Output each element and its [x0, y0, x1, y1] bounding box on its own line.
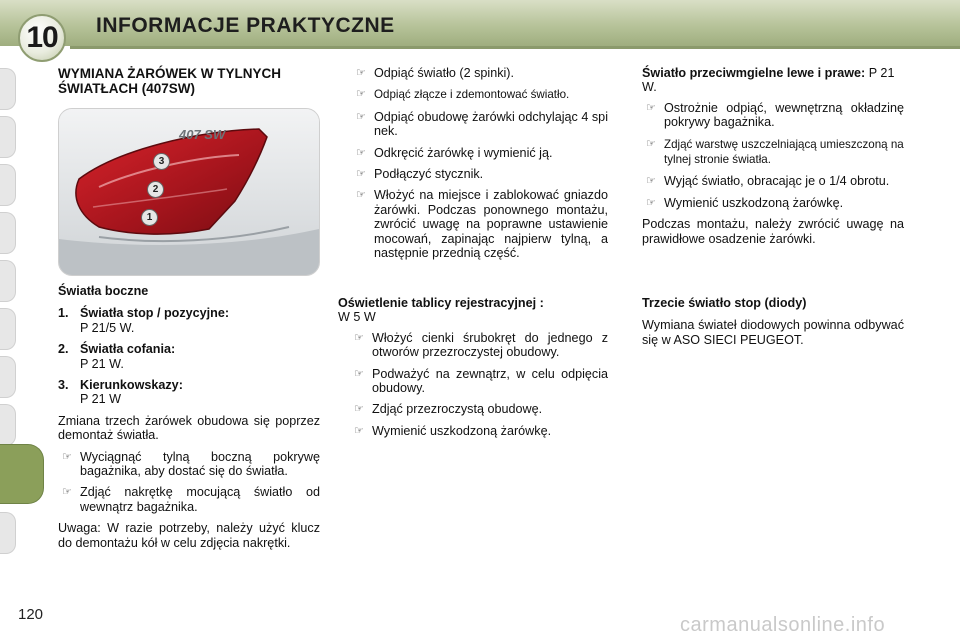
side-tab[interactable]: [0, 404, 16, 446]
header-underline: [70, 46, 960, 49]
bullet-text: Zdjąć nakrętkę mocującą światło od wewnątrz bagażnika.: [80, 485, 320, 514]
column-1-text: [58, 284, 320, 557]
bullet-text: Zdjąć warstwę uszczelniającą umieszczoną na tylnej stronie światła.: [664, 137, 904, 167]
pointing-hand-icon: ☞: [62, 450, 72, 463]
list-item: [338, 331, 608, 360]
marker-2: 2: [147, 181, 164, 198]
model-badge: 407 SW: [179, 127, 226, 142]
list-item: [58, 378, 320, 407]
item-number: 1.: [58, 306, 69, 321]
item-number: 2.: [58, 342, 69, 357]
page-title: INFORMACJE PRAKTYCZNE: [96, 14, 395, 37]
fog-light-heading-block: [642, 66, 904, 95]
intro-text: Zmiana trzech żarówek obudowa się poprzez demontaż światła.: [58, 413, 320, 443]
bullet-text: Podważyć na zewnątrz, w celu odpięcia obudowy.: [372, 366, 608, 396]
side-tab-active[interactable]: [0, 444, 44, 504]
marker-1: 1: [141, 209, 158, 226]
column-2-plate: [338, 296, 608, 445]
column-3-stop: [642, 296, 904, 354]
list-item: [58, 342, 320, 371]
side-tab[interactable]: [0, 212, 16, 254]
plate-value: W 5 W: [338, 310, 376, 325]
column-2: [352, 66, 608, 267]
watermark: carmanualsonline.info: [680, 614, 886, 636]
pointing-hand-icon: ☞: [356, 88, 366, 101]
bullet-text: Wymienić uszkodzoną żarówkę.: [372, 423, 552, 438]
item-value: P 21 W: [80, 392, 122, 407]
side-tab[interactable]: [0, 308, 16, 350]
list-item: [352, 66, 608, 80]
pointing-hand-icon: ☞: [646, 137, 656, 150]
list-item: [642, 137, 904, 168]
section-heading: WYMIANA ŻARÓWEK W TYLNYCH ŚWIATŁACH (407SW): [58, 66, 281, 96]
tail-light-photo: [58, 108, 320, 276]
item-value: P 21/5 W.: [80, 320, 135, 335]
pointing-hand-icon: ☞: [646, 196, 656, 209]
list-item: [352, 167, 608, 181]
chapter-badge: 10: [18, 14, 66, 62]
list-item: [338, 367, 608, 396]
pointing-hand-icon: ☞: [646, 175, 656, 188]
pointing-hand-icon: ☞: [354, 403, 364, 416]
note-text: Uwaga: W razie potrzeby, należy użyć klucz do demontażu kół w celu zdjęcia nakrętki.: [58, 521, 320, 550]
list-item: [352, 87, 608, 102]
page-number: 120: [18, 606, 44, 623]
pointing-hand-icon: ☞: [356, 67, 366, 79]
list-item: [338, 402, 608, 416]
bullet-text: Wymienić uszkodzoną żarówkę.: [664, 195, 844, 210]
bullet-text: Wyjąć światło, obracając je o 1/4 obrotu.: [664, 174, 890, 189]
item-number: 3.: [58, 378, 69, 393]
side-tab[interactable]: [0, 356, 16, 398]
third-stop-text: Wymiana świateł diodowych powinna odbywać się w ASO SIECI PEUGEOT.: [642, 318, 904, 347]
bullet-text: Zdjąć przezroczystą obudowę.: [372, 402, 543, 417]
marker-3: 3: [153, 153, 170, 170]
pointing-hand-icon: ☞: [356, 189, 366, 202]
bullet-text: Ostrożnie odpiąć, wewnętrzną okładzinę pokrywy bagażnika.: [664, 100, 904, 130]
list-item: [642, 196, 904, 210]
side-tab[interactable]: [0, 260, 16, 302]
list-item: [58, 306, 320, 335]
item-label: Kierunkowskazy:: [80, 378, 183, 393]
pointing-hand-icon: ☞: [356, 146, 366, 159]
item-value: P 21 W.: [80, 356, 124, 371]
fog-light-heading: Światło przeciwmgielne lewe i prawe:: [642, 66, 866, 80]
bullet-text: Podłączyć stycznik.: [374, 167, 484, 182]
list-item: [338, 424, 608, 438]
bullet-text: Odpiąć złącze i zdemontować światło.: [374, 88, 570, 102]
list-item: [58, 450, 320, 479]
pointing-hand-icon: ☞: [62, 486, 72, 499]
column-3: [642, 66, 904, 253]
pointing-hand-icon: ☞: [354, 367, 364, 380]
pointing-hand-icon: ☞: [356, 168, 366, 181]
side-tab[interactable]: [0, 116, 16, 158]
side-tabs: [0, 60, 22, 580]
side-tab[interactable]: [0, 164, 16, 206]
list-item: [352, 146, 608, 160]
fog-note: Podczas montażu, należy zwrócić uwagę na prawidłowe osadzenie żarówki.: [642, 217, 904, 246]
item-label: Światła stop / pozycyjne:: [80, 306, 230, 321]
pointing-hand-icon: ☞: [356, 110, 366, 123]
list-item: [352, 188, 608, 260]
third-stop-heading: Trzecie światło stop (diody): [642, 296, 807, 310]
pointing-hand-icon: ☞: [354, 424, 364, 437]
list-item: [58, 485, 320, 514]
bullet-text: Odpiąć obudowę żarówki odchylając 4 spi nek.: [374, 109, 608, 139]
bullet-text: Włożyć cienki śrubokręt do jednego z otworów przezroczystej obudowy.: [372, 330, 608, 360]
sub-heading: Światła boczne: [58, 284, 149, 298]
bullet-text: Odkręcić żarówkę i wymienić ją.: [374, 145, 553, 160]
list-item: [642, 174, 904, 188]
bullet-text: Wyciągnąć tylną boczną pokrywę bagażnika, aby dostać się do światła.: [80, 449, 320, 479]
list-item: [352, 110, 608, 139]
bullet-text: Włożyć na miejsce i zablokować gniazdo żarówki. Podczas ponownego montażu, zwrócić uwagę na poprawne ustawienie mocowań, zapinając najpierw tylną, a następnie przednią część.: [374, 188, 608, 261]
column-1: [58, 66, 320, 104]
fog-light-value: P 21 W.: [642, 66, 895, 95]
bullet-text: Odpiąć światło (2 spinki).: [374, 66, 514, 80]
side-tab[interactable]: [0, 512, 16, 554]
item-label: Światła cofania:: [80, 342, 176, 357]
pointing-hand-icon: ☞: [646, 101, 656, 114]
pointing-hand-icon: ☞: [354, 331, 364, 344]
plate-heading: Oświetlenie tablicy rejestracyjnej :: [338, 296, 544, 310]
side-tab[interactable]: [0, 68, 16, 110]
list-item: [642, 101, 904, 130]
